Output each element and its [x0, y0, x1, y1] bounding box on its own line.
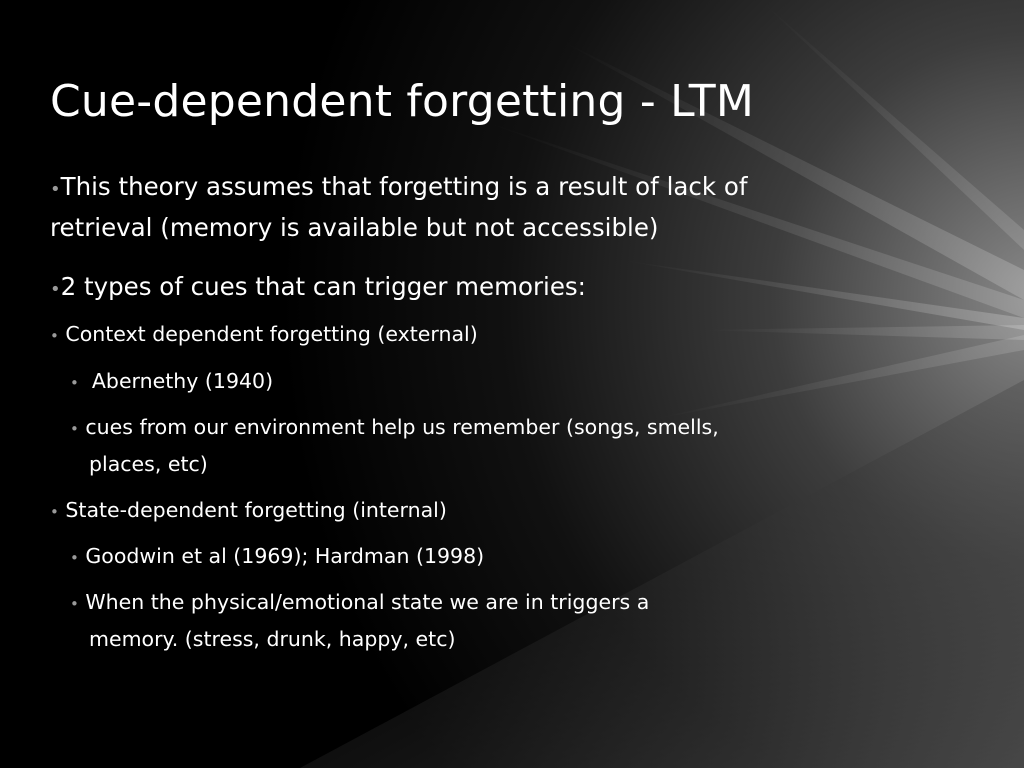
bullet-4 [50, 498, 447, 522]
bullet-dot-icon: • [50, 279, 61, 300]
bullet-3-2-continuation [89, 452, 208, 476]
bullet-dot-icon: • [50, 327, 59, 345]
bullet-dot-icon: • [70, 549, 79, 567]
bullet-dot-icon: • [50, 503, 59, 521]
bullet-3-2-text-line1: cues from our environment help us remember (songs, smells, [85, 415, 719, 439]
bullet-3 [50, 322, 478, 346]
bullet-3-text: Context dependent forgetting (external) [65, 322, 478, 346]
bullet-4-2 [70, 590, 649, 614]
bullet-1-continuation [50, 213, 658, 242]
bullet-3-1 [70, 369, 273, 393]
bullet-1-text-line1: This theory assumes that forgetting is a result of lack of [60, 172, 748, 201]
bullet-3-2-text-line2: places, etc) [89, 452, 208, 476]
bullet-3-2 [70, 415, 719, 439]
bullet-4-1-text: Goodwin et al (1969); Hardman (1998) [85, 544, 485, 568]
bullet-1 [50, 172, 747, 201]
bullet-4-2-continuation [89, 627, 455, 651]
slide-title: Cue-dependent forgetting - LTM [50, 76, 754, 127]
bullet-4-2-text-line1: When the physical/emotional state we are in triggers a [85, 590, 650, 614]
bullet-dot-icon: • [70, 420, 79, 438]
bullet-dot-icon: • [70, 374, 79, 392]
bullet-3-1-text: Abernethy (1940) [85, 369, 274, 393]
bullet-dot-icon: • [50, 179, 61, 200]
bullet-dot-icon: • [70, 595, 79, 613]
bullet-4-1 [70, 544, 484, 568]
bullet-1-text-line2: retrieval (memory is available but not accessible) [50, 213, 659, 242]
bullet-4-2-text-line2: memory. (stress, drunk, happy, etc) [89, 627, 456, 651]
bullet-2-text: 2 types of cues that can trigger memories: [60, 272, 586, 301]
bullet-2 [50, 272, 586, 301]
bullet-4-text: State-dependent forgetting (internal) [65, 498, 447, 522]
